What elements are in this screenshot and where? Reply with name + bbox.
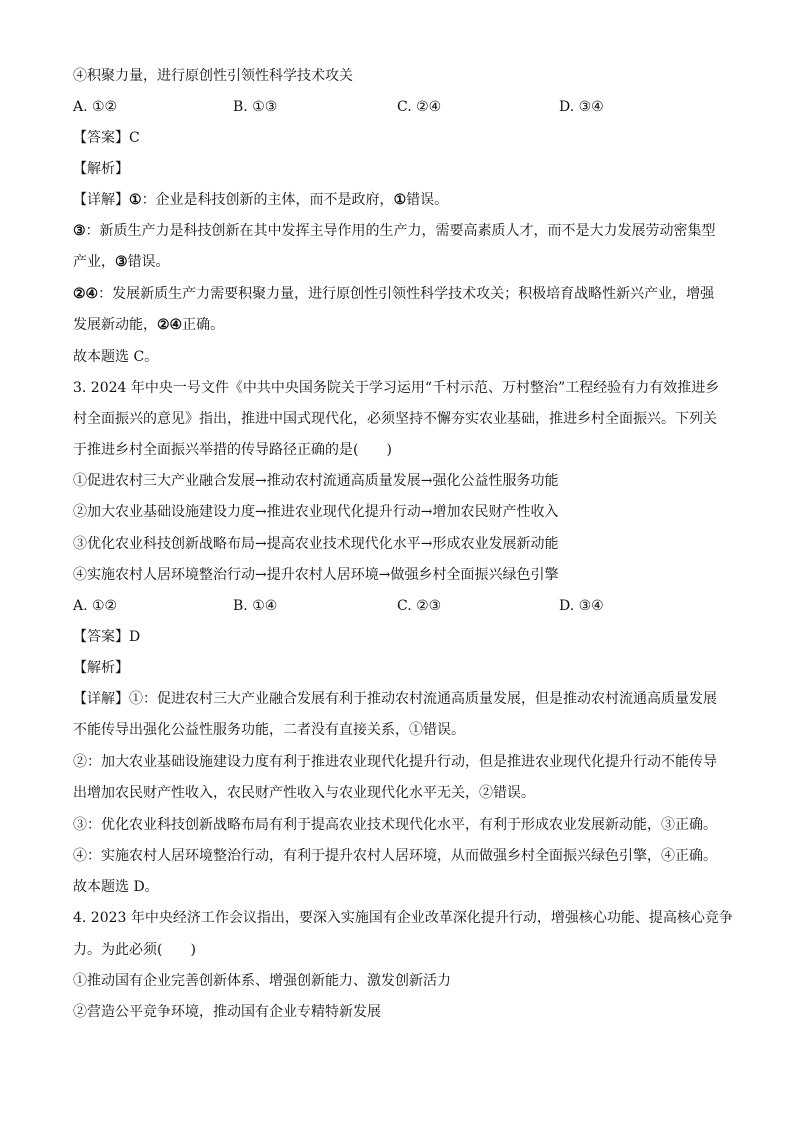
- answer-tag: 【答案】: [73, 629, 129, 645]
- q3-option-d: D. ③④: [559, 598, 604, 614]
- q2-statement-4: ④积聚力量，进行原创性引领性科学技术攻关: [73, 68, 353, 84]
- detail-tag: 【详解】: [73, 691, 129, 707]
- q3-option-a: A. ①②: [73, 598, 118, 614]
- detail-text: 产业，: [73, 254, 115, 270]
- answer-tag: 【答案】: [73, 130, 129, 146]
- q3-option-c: C. ②③: [397, 598, 442, 614]
- q4-stem-1: 4. 2023 年中央经济工作会议指出，要深入实施国有企业改革深化提升行动，增强核心功能、提高核心竞争: [73, 910, 733, 926]
- detail-text: 正确。: [182, 317, 225, 333]
- detail-text: ：新质生产力是科技创新在其中发挥主导作用的生产力，需要高素质人才，而不是大力发展劳动密集型: [85, 223, 716, 239]
- q3-detail-2b: 出增加农民财产性收入，农民财产性收入与农业现代化水平无关，②错误。: [73, 785, 535, 801]
- q3-statement-4: ④实施农村人居环境整治行动→提升农村人居环境→做强乡村全面振兴绿色引擎: [73, 567, 559, 583]
- q2-option-c: C. ②④: [397, 99, 442, 115]
- detail-text: ①：促进农村三大产业融合发展有利于推动农村流通高质量发展，但是推动农村流通高质量发展: [129, 691, 717, 707]
- q4-stem-2: 力。为此必须( ): [73, 942, 196, 958]
- q3-detail-4: ④：实施农村人居环境整治行动，有利于提升农村人居环境，从而做强乡村全面振兴绿色引擎，④正确。: [73, 848, 717, 864]
- detail-tag: 【详解】: [73, 192, 129, 208]
- q2-detail-1: [73, 190, 448, 210]
- detail-marker: ③: [115, 254, 128, 270]
- q2-analysis-tag: [73, 159, 129, 179]
- detail-marker: ①: [393, 192, 407, 208]
- q3-detail-1b: 不能传导出强化公益性服务功能，二者没有直接关系，①错误。: [73, 722, 465, 738]
- detail-marker: ③: [73, 223, 86, 239]
- q3-stem-1: 3. 2024 年中央一号文件《中共中央国务院关于学习运用“千村示范、万村整治”工程经验有力有效推进乡: [73, 380, 720, 396]
- q2-option-a: A. ①②: [73, 99, 118, 115]
- q3-statement-2: ②加大农业基础设施建设力度→推进农业现代化提升行动→增加农民财产性收入: [73, 504, 559, 520]
- q3-detail-3: ③：优化农业科技创新战略布局有利于提高农业技术现代化水平，有利于形成农业发展新动能，③正确。: [73, 817, 717, 833]
- analysis-tag: 【解析】: [73, 660, 129, 676]
- q2-detail-2b: [73, 252, 170, 272]
- q3-statement-1: ①促进农村三大产业融合发展→推动农村流通高质量发展→强化公益性服务功能: [73, 473, 559, 489]
- q3-analysis-tag: [73, 658, 129, 678]
- q2-detail-3: [73, 284, 714, 304]
- q2-detail-3b: [73, 315, 224, 335]
- q3-option-b: B. ①④: [233, 598, 278, 614]
- detail-marker: ②④: [157, 317, 183, 333]
- detail-marker: ②④: [73, 286, 99, 302]
- q3-detail-1: [73, 689, 717, 709]
- q2-answer: [73, 128, 140, 148]
- answer-value: C: [129, 130, 140, 146]
- q3-conclusion: 故本题选 D。: [73, 879, 159, 895]
- q4-statement-1: ①推动国有企业完善创新体系、增强创新能力、激发创新活力: [73, 973, 451, 989]
- q2-detail-2: [73, 221, 716, 241]
- q3-statement-3: ③优化农业科技创新战略布局→提高农业技术现代化水平→形成农业发展新动能: [73, 536, 559, 552]
- analysis-tag: 【解析】: [73, 161, 129, 177]
- q3-stem-2: 村全面振兴的意见》指出，推进中国式现代化，必须坚持不懈夯实农业基础，推进乡村全面振兴。下列关: [73, 411, 717, 427]
- detail-text: ：企业是科技创新的主体，而不是政府，: [141, 192, 394, 208]
- q3-answer: [73, 627, 140, 647]
- detail-text: 发展新动能，: [73, 317, 157, 333]
- detail-marker: ①: [129, 192, 142, 208]
- q4-statement-2: ②营造公平竞争环境，推动国有企业专精特新发展: [73, 1004, 381, 1020]
- q3-detail-2: ②：加大农业基础设施建设力度有利于推进农业现代化提升行动，但是推进农业现代化提升行动不能传导: [73, 754, 717, 770]
- answer-value: D: [129, 629, 141, 645]
- q2-option-d: D. ③④: [559, 99, 604, 115]
- detail-text: 错误。: [406, 192, 449, 208]
- q3-stem-3: 于推进乡村全面振兴举措的传导路径正确的是( ): [73, 442, 392, 458]
- q2-option-b: B. ①③: [233, 99, 278, 115]
- q2-conclusion: 故本题选 C。: [73, 349, 159, 365]
- detail-text: ：发展新质生产力需要积聚力量，进行原创性引领性科学技术攻关；积极培育战略性新兴产业，增强: [98, 286, 715, 302]
- detail-text: 错误。: [127, 254, 170, 270]
